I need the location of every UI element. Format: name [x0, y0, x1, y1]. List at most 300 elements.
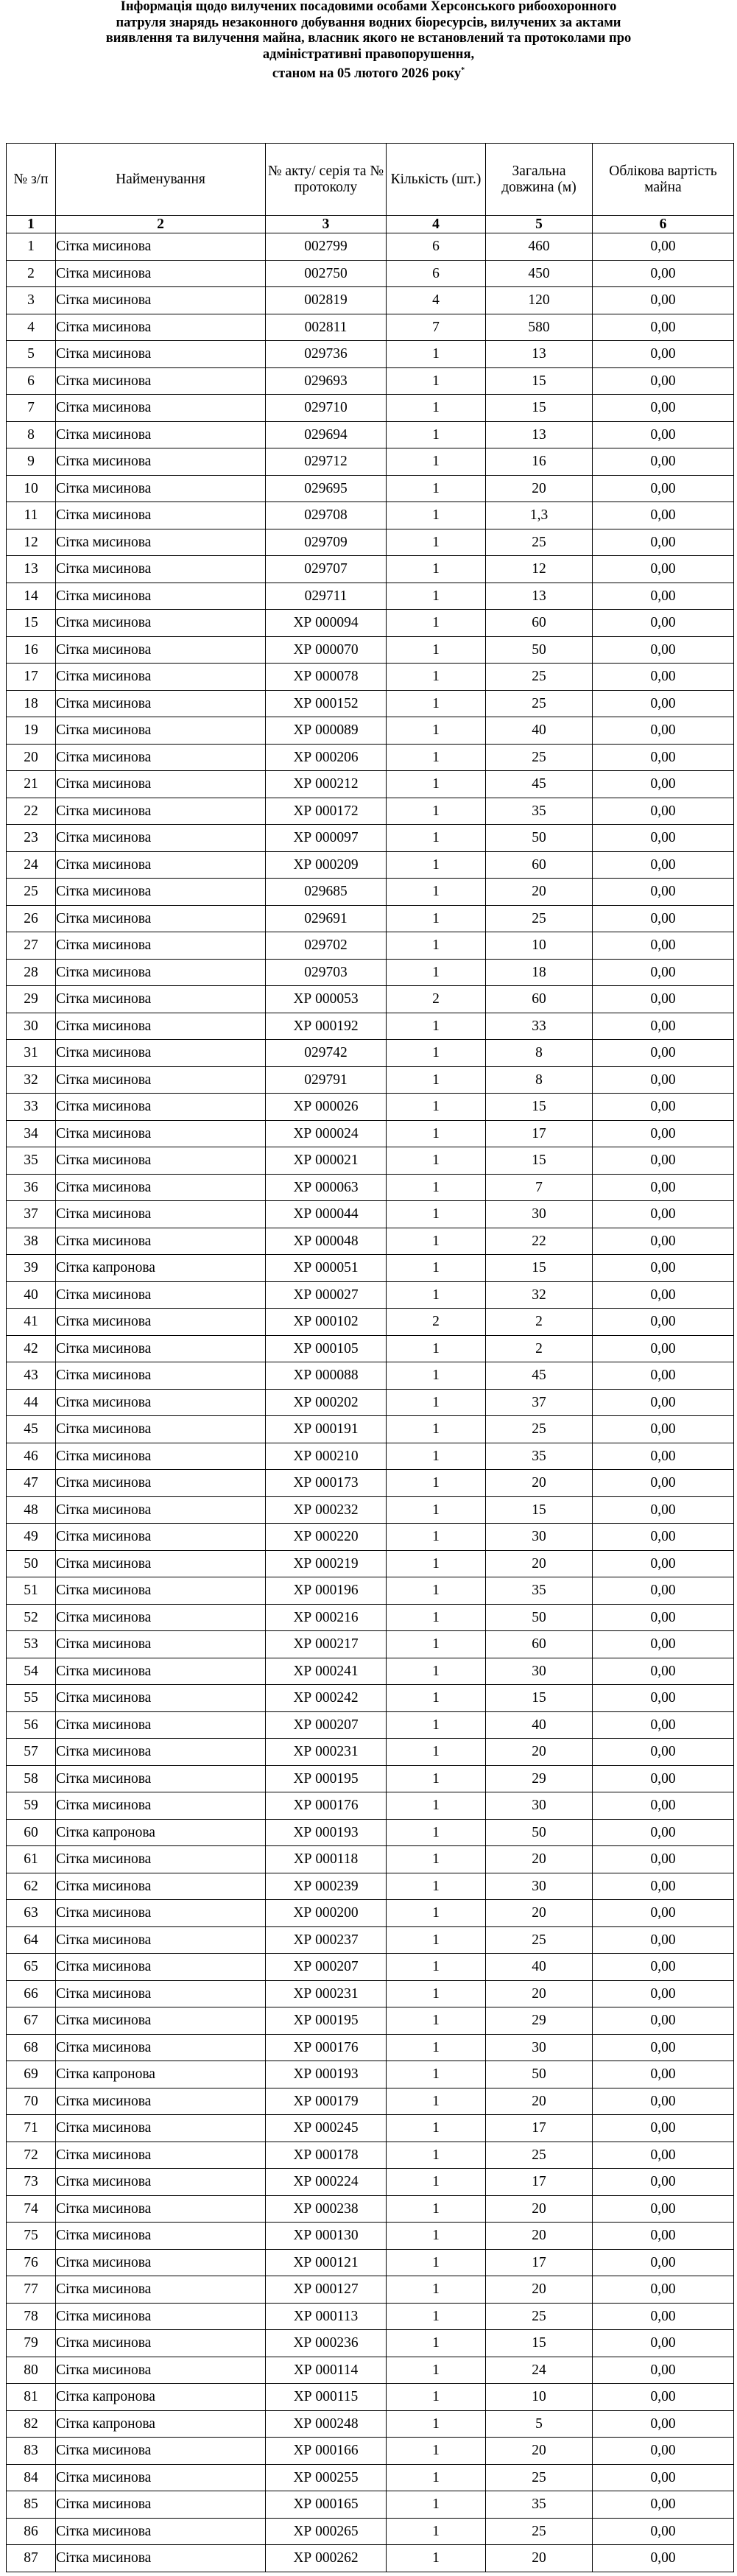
- item-name-cell: Сітка мисинова: [56, 1711, 266, 1739]
- row-number-cell: 56: [7, 1711, 56, 1739]
- act-number-cell: 029693: [266, 367, 387, 395]
- length-cell: 460: [486, 233, 593, 261]
- length-cell: 20: [486, 2545, 593, 2572]
- item-name-cell: Сітка мисинова: [56, 1792, 266, 1820]
- length-cell: 30: [486, 1792, 593, 1820]
- row-number-cell: 58: [7, 1765, 56, 1792]
- table-row: [7, 1470, 734, 1497]
- table-row: [7, 502, 734, 529]
- value-cell: 0,00: [593, 1120, 734, 1147]
- item-name-cell: Сітка мисинова: [56, 1926, 266, 1954]
- length-cell: 20: [486, 879, 593, 906]
- item-name-cell: Сітка мисинова: [56, 1040, 266, 1067]
- item-name-cell: Сітка мисинова: [56, 2249, 266, 2276]
- item-name-cell: Сітка мисинова: [56, 664, 266, 691]
- row-number-cell: 12: [7, 529, 56, 556]
- row-number-cell: 85: [7, 2491, 56, 2519]
- table-row: [7, 1120, 734, 1147]
- table-row: [7, 1954, 734, 1981]
- act-number-cell: ХР 000027: [266, 1281, 387, 1309]
- item-name-cell: Сітка капронова: [56, 2384, 266, 2411]
- length-cell: 17: [486, 1120, 593, 1147]
- quantity-cell: 1: [387, 771, 486, 798]
- item-name-cell: Сітка мисинова: [56, 2303, 266, 2330]
- row-number-cell: 76: [7, 2249, 56, 2276]
- table-row: [7, 2518, 734, 2545]
- row-number-cell: 24: [7, 851, 56, 879]
- value-cell: 0,00: [593, 610, 734, 637]
- act-number-cell: 029685: [266, 879, 387, 906]
- act-number-cell: 029712: [266, 448, 387, 476]
- item-name-cell: Сітка мисинова: [56, 2276, 266, 2304]
- length-cell: 12: [486, 556, 593, 583]
- length-cell: 15: [486, 1147, 593, 1175]
- item-name-cell: Сітка мисинова: [56, 2518, 266, 2545]
- act-number-cell: 029710: [266, 395, 387, 422]
- table-row: [7, 1201, 734, 1228]
- value-cell: 0,00: [593, 1094, 734, 1121]
- act-number-cell: ХР 000248: [266, 2410, 387, 2438]
- value-cell: 0,00: [593, 341, 734, 368]
- row-number-cell: 74: [7, 2195, 56, 2223]
- item-name-cell: Сітка мисинова: [56, 2330, 266, 2357]
- length-cell: 20: [486, 475, 593, 502]
- act-number-cell: ХР 000178: [266, 2142, 387, 2169]
- quantity-cell: 1: [387, 1416, 486, 1443]
- row-number-cell: 44: [7, 1389, 56, 1416]
- act-number-cell: ХР 000130: [266, 2223, 387, 2250]
- quantity-cell: 1: [387, 1443, 486, 1470]
- length-cell: 10: [486, 2384, 593, 2411]
- quantity-cell: 1: [387, 1631, 486, 1658]
- table-row: [7, 879, 734, 906]
- length-cell: 450: [486, 260, 593, 287]
- act-number-cell: ХР 000241: [266, 1658, 387, 1685]
- quantity-cell: 1: [387, 2169, 486, 2196]
- item-name-cell: Сітка мисинова: [56, 1066, 266, 1094]
- table-row: [7, 529, 734, 556]
- act-number-cell: ХР 000026: [266, 1094, 387, 1121]
- item-name-cell: Сітка мисинова: [56, 986, 266, 1013]
- quantity-cell: 1: [387, 395, 486, 422]
- row-number-cell: 86: [7, 2518, 56, 2545]
- item-name-cell: Сітка мисинова: [56, 851, 266, 879]
- quantity-cell: 1: [387, 798, 486, 825]
- quantity-cell: 1: [387, 2438, 486, 2465]
- quantity-cell: 1: [387, 2088, 486, 2115]
- act-number-cell: ХР 000237: [266, 1926, 387, 1954]
- row-number-cell: 33: [7, 1094, 56, 1121]
- value-cell: 0,00: [593, 395, 734, 422]
- length-cell: 60: [486, 1631, 593, 1658]
- length-cell: 30: [486, 2034, 593, 2061]
- quantity-cell: 1: [387, 879, 486, 906]
- act-number-cell: ХР 000210: [266, 1443, 387, 1470]
- act-number-cell: 029791: [266, 1066, 387, 1094]
- value-cell: 0,00: [593, 2357, 734, 2384]
- table-row: [7, 2169, 734, 2196]
- quantity-cell: 1: [387, 1013, 486, 1040]
- row-number-cell: 7: [7, 395, 56, 422]
- row-number-cell: 9: [7, 448, 56, 476]
- act-number-cell: ХР 000166: [266, 2438, 387, 2465]
- item-name-cell: Сітка мисинова: [56, 690, 266, 717]
- column-number-cell: 2: [56, 216, 266, 233]
- value-cell: 0,00: [593, 260, 734, 287]
- length-cell: 25: [486, 1926, 593, 1954]
- length-cell: 29: [486, 1765, 593, 1792]
- item-name-cell: Сітка мисинова: [56, 1309, 266, 1336]
- value-cell: 0,00: [593, 851, 734, 879]
- item-name-cell: Сітка мисинова: [56, 1900, 266, 1927]
- table-row: [7, 1550, 734, 1577]
- table-row: [7, 367, 734, 395]
- act-number-cell: ХР 000231: [266, 1739, 387, 1766]
- length-cell: 25: [486, 690, 593, 717]
- act-number-cell: ХР 000219: [266, 1550, 387, 1577]
- table-row: [7, 1685, 734, 1712]
- row-number-cell: 51: [7, 1577, 56, 1605]
- item-name-cell: Сітка мисинова: [56, 2464, 266, 2491]
- table-row: [7, 2303, 734, 2330]
- row-number-cell: 45: [7, 1416, 56, 1443]
- quantity-cell: 1: [387, 905, 486, 932]
- value-cell: 0,00: [593, 421, 734, 448]
- act-number-cell: ХР 000179: [266, 2088, 387, 2115]
- table-row: [7, 2357, 734, 2384]
- row-number-cell: 72: [7, 2142, 56, 2169]
- item-name-cell: Сітка мисинова: [56, 1174, 266, 1201]
- length-cell: 15: [486, 1255, 593, 1282]
- table-row: [7, 905, 734, 932]
- row-number-cell: 3: [7, 287, 56, 314]
- length-cell: 60: [486, 851, 593, 879]
- table-row: [7, 2545, 734, 2572]
- row-number-cell: 6: [7, 367, 56, 395]
- row-number-cell: 28: [7, 959, 56, 986]
- length-cell: 50: [486, 2061, 593, 2088]
- row-number-cell: 37: [7, 1201, 56, 1228]
- quantity-cell: 1: [387, 2410, 486, 2438]
- value-cell: 0,00: [593, 771, 734, 798]
- act-number-cell: 029702: [266, 932, 387, 960]
- item-name-cell: Сітка мисинова: [56, 2195, 266, 2223]
- title-line: патруля знарядь незаконного добування водних біоресурсів, вилучених за актами: [116, 15, 621, 30]
- table-row: [7, 2464, 734, 2491]
- row-number-cell: 27: [7, 932, 56, 960]
- value-cell: 0,00: [593, 1577, 734, 1605]
- quantity-cell: 1: [387, 502, 486, 529]
- table-row: [7, 1255, 734, 1282]
- length-cell: 1,3: [486, 502, 593, 529]
- act-number-cell: ХР 000089: [266, 717, 387, 745]
- quantity-cell: 1: [387, 1846, 486, 1873]
- value-cell: 0,00: [593, 2438, 734, 2465]
- value-cell: 0,00: [593, 825, 734, 852]
- table-row: [7, 1443, 734, 1470]
- table-row: [7, 1631, 734, 1658]
- value-cell: 0,00: [593, 1604, 734, 1631]
- act-number-cell: ХР 000220: [266, 1524, 387, 1551]
- table-row: [7, 1711, 734, 1739]
- row-number-cell: 80: [7, 2357, 56, 2384]
- quantity-cell: 1: [387, 1362, 486, 1390]
- item-name-cell: Сітка мисинова: [56, 610, 266, 637]
- table-row: [7, 1416, 734, 1443]
- value-cell: 0,00: [593, 1309, 734, 1336]
- act-number-cell: ХР 000094: [266, 610, 387, 637]
- document-title: [15, 0, 722, 82]
- quantity-cell: 1: [387, 2357, 486, 2384]
- value-cell: 0,00: [593, 2007, 734, 2035]
- value-cell: 0,00: [593, 1416, 734, 1443]
- item-name-cell: Сітка мисинова: [56, 905, 266, 932]
- row-number-cell: 46: [7, 1443, 56, 1470]
- length-cell: 25: [486, 2464, 593, 2491]
- item-name-cell: Сітка мисинова: [56, 1362, 266, 1390]
- item-name-cell: Сітка мисинова: [56, 2545, 266, 2572]
- length-cell: 25: [486, 1416, 593, 1443]
- item-name-cell: Сітка мисинова: [56, 959, 266, 986]
- row-number-cell: 47: [7, 1470, 56, 1497]
- table-row: [7, 421, 734, 448]
- quantity-cell: 1: [387, 2330, 486, 2357]
- table-row: [7, 2115, 734, 2142]
- quantity-cell: 1: [387, 959, 486, 986]
- item-name-cell: Сітка мисинова: [56, 1281, 266, 1309]
- item-name-cell: Сітка мисинова: [56, 367, 266, 395]
- table-body: [7, 233, 734, 2572]
- length-cell: 50: [486, 1819, 593, 1846]
- item-name-cell: Сітка мисинова: [56, 1658, 266, 1685]
- table-header: [7, 144, 734, 233]
- item-name-cell: Сітка мисинова: [56, 1389, 266, 1416]
- table-row: [7, 341, 734, 368]
- item-name-cell: Сітка мисинова: [56, 1228, 266, 1255]
- act-number-cell: ХР 000051: [266, 1255, 387, 1282]
- act-number-cell: 002799: [266, 233, 387, 261]
- row-number-cell: 59: [7, 1792, 56, 1820]
- row-number-cell: 17: [7, 664, 56, 691]
- quantity-cell: 1: [387, 851, 486, 879]
- act-number-cell: 029742: [266, 1040, 387, 1067]
- table-row: [7, 1094, 734, 1121]
- value-cell: 0,00: [593, 1470, 734, 1497]
- act-number-cell: ХР 000193: [266, 1819, 387, 1846]
- length-cell: 2: [486, 1335, 593, 1362]
- length-cell: 17: [486, 2249, 593, 2276]
- row-number-cell: 57: [7, 1739, 56, 1766]
- table-row: [7, 1577, 734, 1605]
- table-row: [7, 664, 734, 691]
- quantity-cell: 1: [387, 1147, 486, 1175]
- length-cell: 22: [486, 1228, 593, 1255]
- value-cell: 0,00: [593, 1496, 734, 1524]
- row-number-cell: 78: [7, 2303, 56, 2330]
- act-number-cell: ХР 000088: [266, 1362, 387, 1390]
- quantity-cell: 1: [387, 717, 486, 745]
- row-number-cell: 68: [7, 2034, 56, 2061]
- act-number-cell: ХР 000200: [266, 1900, 387, 1927]
- quantity-cell: 1: [387, 475, 486, 502]
- table-row: [7, 1739, 734, 1766]
- row-number-cell: 39: [7, 1255, 56, 1282]
- quantity-cell: 1: [387, 1604, 486, 1631]
- table-row: [7, 1846, 734, 1873]
- table-row: [7, 1389, 734, 1416]
- act-number-cell: ХР 000196: [266, 1577, 387, 1605]
- length-cell: 8: [486, 1066, 593, 1094]
- act-number-cell: ХР 000239: [266, 1873, 387, 1900]
- length-cell: 25: [486, 2142, 593, 2169]
- act-number-cell: ХР 000172: [266, 798, 387, 825]
- table-row: [7, 395, 734, 422]
- row-number-cell: 22: [7, 798, 56, 825]
- table-row: [7, 1900, 734, 1927]
- act-number-cell: 029694: [266, 421, 387, 448]
- act-number-cell: ХР 000024: [266, 1120, 387, 1147]
- value-cell: 0,00: [593, 583, 734, 610]
- header-cell-act-number: № акту/ серія та № протоколу: [266, 144, 387, 216]
- length-cell: 40: [486, 717, 593, 745]
- act-number-cell: ХР 000063: [266, 1174, 387, 1201]
- table-row: [7, 2061, 734, 2088]
- table-row: [7, 314, 734, 341]
- row-number-cell: 8: [7, 421, 56, 448]
- act-number-cell: ХР 000105: [266, 1335, 387, 1362]
- act-number-cell: 029707: [266, 556, 387, 583]
- length-cell: 50: [486, 1604, 593, 1631]
- value-cell: 0,00: [593, 1362, 734, 1390]
- item-name-cell: Сітка мисинова: [56, 260, 266, 287]
- quantity-cell: 1: [387, 2249, 486, 2276]
- item-name-cell: Сітка мисинова: [56, 1335, 266, 1362]
- length-cell: 18: [486, 959, 593, 986]
- item-name-cell: Сітка мисинова: [56, 744, 266, 771]
- table-row: [7, 2007, 734, 2035]
- quantity-cell: 1: [387, 1711, 486, 1739]
- act-number-cell: 029695: [266, 475, 387, 502]
- quantity-cell: 1: [387, 2115, 486, 2142]
- row-number-cell: 19: [7, 717, 56, 745]
- length-cell: 13: [486, 583, 593, 610]
- length-cell: 29: [486, 2007, 593, 2035]
- length-cell: 15: [486, 1094, 593, 1121]
- item-name-cell: Сітка мисинова: [56, 1577, 266, 1605]
- item-name-cell: Сітка мисинова: [56, 1550, 266, 1577]
- quantity-cell: 1: [387, 2195, 486, 2223]
- value-cell: 0,00: [593, 2195, 734, 2223]
- value-cell: 0,00: [593, 1711, 734, 1739]
- row-number-cell: 60: [7, 1819, 56, 1846]
- act-number-cell: ХР 000113: [266, 2303, 387, 2330]
- quantity-cell: 1: [387, 1524, 486, 1551]
- act-number-cell: ХР 000209: [266, 851, 387, 879]
- quantity-cell: 1: [387, 1577, 486, 1605]
- value-cell: 0,00: [593, 1819, 734, 1846]
- table-row: [7, 1066, 734, 1094]
- length-cell: 35: [486, 798, 593, 825]
- length-cell: 45: [486, 1362, 593, 1390]
- act-number-cell: ХР 000152: [266, 690, 387, 717]
- act-number-cell: ХР 000021: [266, 1147, 387, 1175]
- length-cell: 37: [486, 1389, 593, 1416]
- row-number-cell: 81: [7, 2384, 56, 2411]
- act-number-cell: ХР 000044: [266, 1201, 387, 1228]
- quantity-cell: 1: [387, 583, 486, 610]
- table-row: [7, 2491, 734, 2519]
- value-cell: 0,00: [593, 2410, 734, 2438]
- item-name-cell: Сітка мисинова: [56, 1873, 266, 1900]
- value-cell: 0,00: [593, 1792, 734, 1820]
- seized-items-table: [6, 143, 734, 2572]
- row-number-cell: 23: [7, 825, 56, 852]
- act-number-cell: ХР 000195: [266, 2007, 387, 2035]
- value-cell: 0,00: [593, 2464, 734, 2491]
- value-cell: 0,00: [593, 932, 734, 960]
- length-cell: 25: [486, 529, 593, 556]
- table-row: [7, 2410, 734, 2438]
- value-cell: 0,00: [593, 2115, 734, 2142]
- value-cell: 0,00: [593, 2330, 734, 2357]
- act-number-cell: ХР 000048: [266, 1228, 387, 1255]
- length-cell: 25: [486, 905, 593, 932]
- quantity-cell: 6: [387, 260, 486, 287]
- value-cell: 0,00: [593, 2518, 734, 2545]
- length-cell: 15: [486, 367, 593, 395]
- quantity-cell: 1: [387, 1926, 486, 1954]
- length-cell: 20: [486, 2223, 593, 2250]
- table-row: [7, 287, 734, 314]
- length-cell: 40: [486, 1954, 593, 1981]
- table-row: [7, 2034, 734, 2061]
- quantity-cell: 1: [387, 2142, 486, 2169]
- act-number-cell: 002750: [266, 260, 387, 287]
- act-number-cell: ХР 000207: [266, 1954, 387, 1981]
- item-name-cell: Сітка мисинова: [56, 1954, 266, 1981]
- length-cell: 120: [486, 287, 593, 314]
- value-cell: 0,00: [593, 986, 734, 1013]
- item-name-cell: Сітка мисинова: [56, 2491, 266, 2519]
- footnote-mark: *: [461, 66, 465, 74]
- item-name-cell: Сітка мисинова: [56, 1496, 266, 1524]
- quantity-cell: 1: [387, 1954, 486, 1981]
- table-row: [7, 798, 734, 825]
- row-number-cell: 18: [7, 690, 56, 717]
- quantity-cell: 1: [387, 421, 486, 448]
- row-number-cell: 29: [7, 986, 56, 1013]
- quantity-cell: 1: [387, 690, 486, 717]
- item-name-cell: Сітка мисинова: [56, 932, 266, 960]
- row-number-cell: 30: [7, 1013, 56, 1040]
- item-name-cell: Сітка капронова: [56, 2410, 266, 2438]
- item-name-cell: Сітка мисинова: [56, 771, 266, 798]
- value-cell: 0,00: [593, 1550, 734, 1577]
- length-cell: 20: [486, 1980, 593, 2007]
- item-name-cell: Сітка мисинова: [56, 1416, 266, 1443]
- row-number-cell: 54: [7, 1658, 56, 1685]
- row-number-cell: 1: [7, 233, 56, 261]
- row-number-cell: 41: [7, 1309, 56, 1336]
- length-cell: 40: [486, 1711, 593, 1739]
- table-row: [7, 1228, 734, 1255]
- act-number-cell: ХР 000262: [266, 2545, 387, 2572]
- value-cell: 0,00: [593, 2249, 734, 2276]
- title-date-text: станом на 05 лютого 2026 року: [272, 66, 462, 82]
- row-number-cell: 42: [7, 1335, 56, 1362]
- quantity-cell: 2: [387, 1309, 486, 1336]
- row-number-cell: 4: [7, 314, 56, 341]
